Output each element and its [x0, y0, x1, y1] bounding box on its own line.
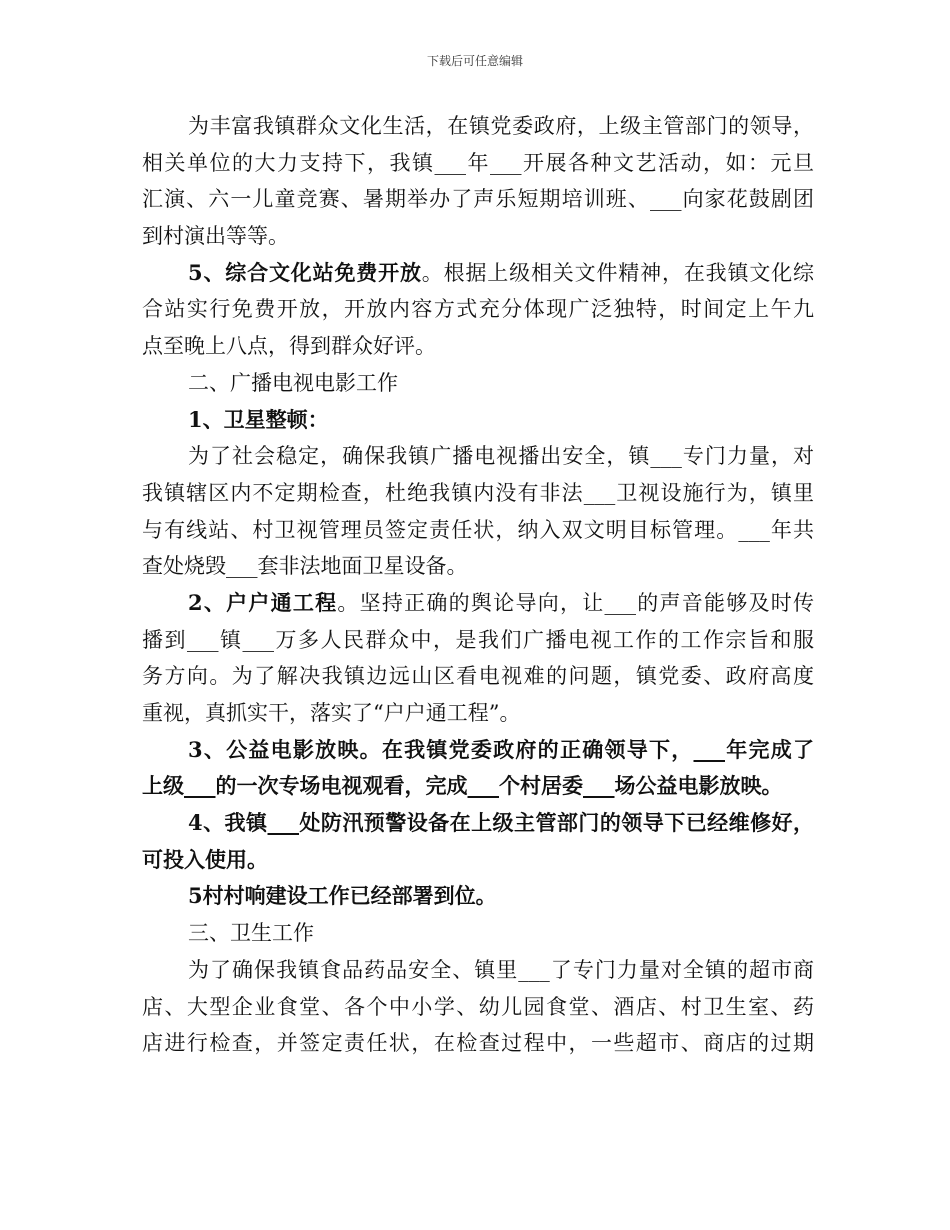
text-segment: 二、广播电视电影工作 — [188, 370, 398, 395]
text-line — [142, 989, 814, 1026]
text-segment: 务方向。为了解决我镇边远山区看电视难的问题，镇党委、政府高度 — [142, 664, 814, 689]
text-segment: 店、大型企业食堂、各个中小学、幼儿园食堂、酒店、村卫生室、药 — [142, 994, 814, 1019]
text-line — [142, 585, 814, 622]
text-line — [142, 695, 814, 732]
text-segment: 点至晚上八点，得到群众好评。 — [142, 334, 436, 359]
text-segment: 三、卫生工作 — [188, 921, 314, 946]
text-segment: 3、公益电影放映。在我镇党委政府的正确领导下，___年完成了 — [188, 736, 814, 762]
text-line — [142, 328, 814, 365]
text-line — [142, 438, 814, 475]
text-line — [142, 952, 814, 989]
text-line — [142, 878, 814, 915]
text-segment: 合站实行免费开放，开放内容方式充分体现广泛独特，时间定上午九 — [142, 297, 814, 322]
document-body — [142, 108, 814, 1062]
text-segment: 为丰富我镇群众文化生活，在镇党委政府，上级主管部门的领导， — [188, 114, 814, 138]
text-segment: 与有线站、村卫视管理员签定责任状，纳入双文明目标管理。___年共 — [142, 517, 814, 542]
text-line — [142, 255, 814, 292]
text-segment: 汇演、六一儿童竞赛、暑期举办了声乐短期培训班、___向家花鼓剧团 — [142, 187, 814, 212]
text-segment: 我镇辖区内不定期检查，杜绝我镇内没有非法___卫视设施行为，镇里 — [142, 480, 814, 505]
text-line — [142, 915, 814, 952]
text-segment: 查处烧毁___套非法地面卫星设备。 — [142, 554, 468, 579]
text-line — [142, 291, 814, 328]
text-segment: 为了确保我镇食品药品安全、镇里___了专门力量对全镇的超市商 — [188, 957, 814, 982]
text-line — [142, 402, 814, 439]
text-line — [142, 805, 814, 842]
text-segment: 重视，真抓实干，落实了“户户通工程”。 — [142, 701, 521, 725]
text-line — [142, 218, 814, 255]
text-segment: 可投入使用。 — [142, 846, 268, 872]
text-segment: 2、户户通工程 — [188, 589, 338, 615]
text-line — [142, 181, 814, 218]
text-segment: 店进行检查，并签定责任状，在检查过程中，一些超市、商店的过期 — [142, 1031, 814, 1056]
text-line — [142, 1025, 814, 1062]
text-segment: 播到___镇___万多人民群众中，是我们广播电视工作的工作宗旨和服 — [142, 627, 814, 652]
text-line — [142, 658, 814, 695]
text-line — [142, 768, 814, 805]
text-segment: 4、我镇___处防汛预警设备在上级主管部门的领导下已经维修好， — [188, 810, 814, 836]
text-segment: 5、综合文化站免费开放 — [188, 259, 422, 285]
text-line — [142, 732, 814, 769]
text-segment: 相关单位的大力支持下，我镇___年___开展各种文艺活动，如：元旦 — [142, 150, 814, 175]
text-line — [142, 108, 814, 145]
text-line — [142, 842, 814, 879]
text-segment: 到村演出等等。 — [142, 224, 289, 249]
text-segment: 。根据上级相关文件精神，在我镇文化综 — [421, 260, 814, 285]
text-segment: 上级___的一次专场电视观看，完成___个村居委___场公益电影放映。 — [142, 773, 783, 799]
text-line — [142, 145, 814, 182]
text-line — [142, 475, 814, 512]
text-segment: 。坚持正确的舆论导向，让___的声音能够及时传 — [337, 590, 814, 615]
text-segment: 为了社会稳定，确保我镇广播电视播出安全，镇___专门力量，对 — [188, 444, 814, 469]
text-line — [142, 548, 814, 585]
text-segment: 1、卫星整顿： — [188, 406, 329, 432]
text-segment: 5村村响建设工作已经部署到位。 — [188, 883, 497, 909]
text-line — [142, 512, 814, 549]
text-line — [142, 622, 814, 659]
text-line — [142, 365, 814, 402]
page-header-note: 下载后可任意编辑 — [426, 54, 523, 68]
